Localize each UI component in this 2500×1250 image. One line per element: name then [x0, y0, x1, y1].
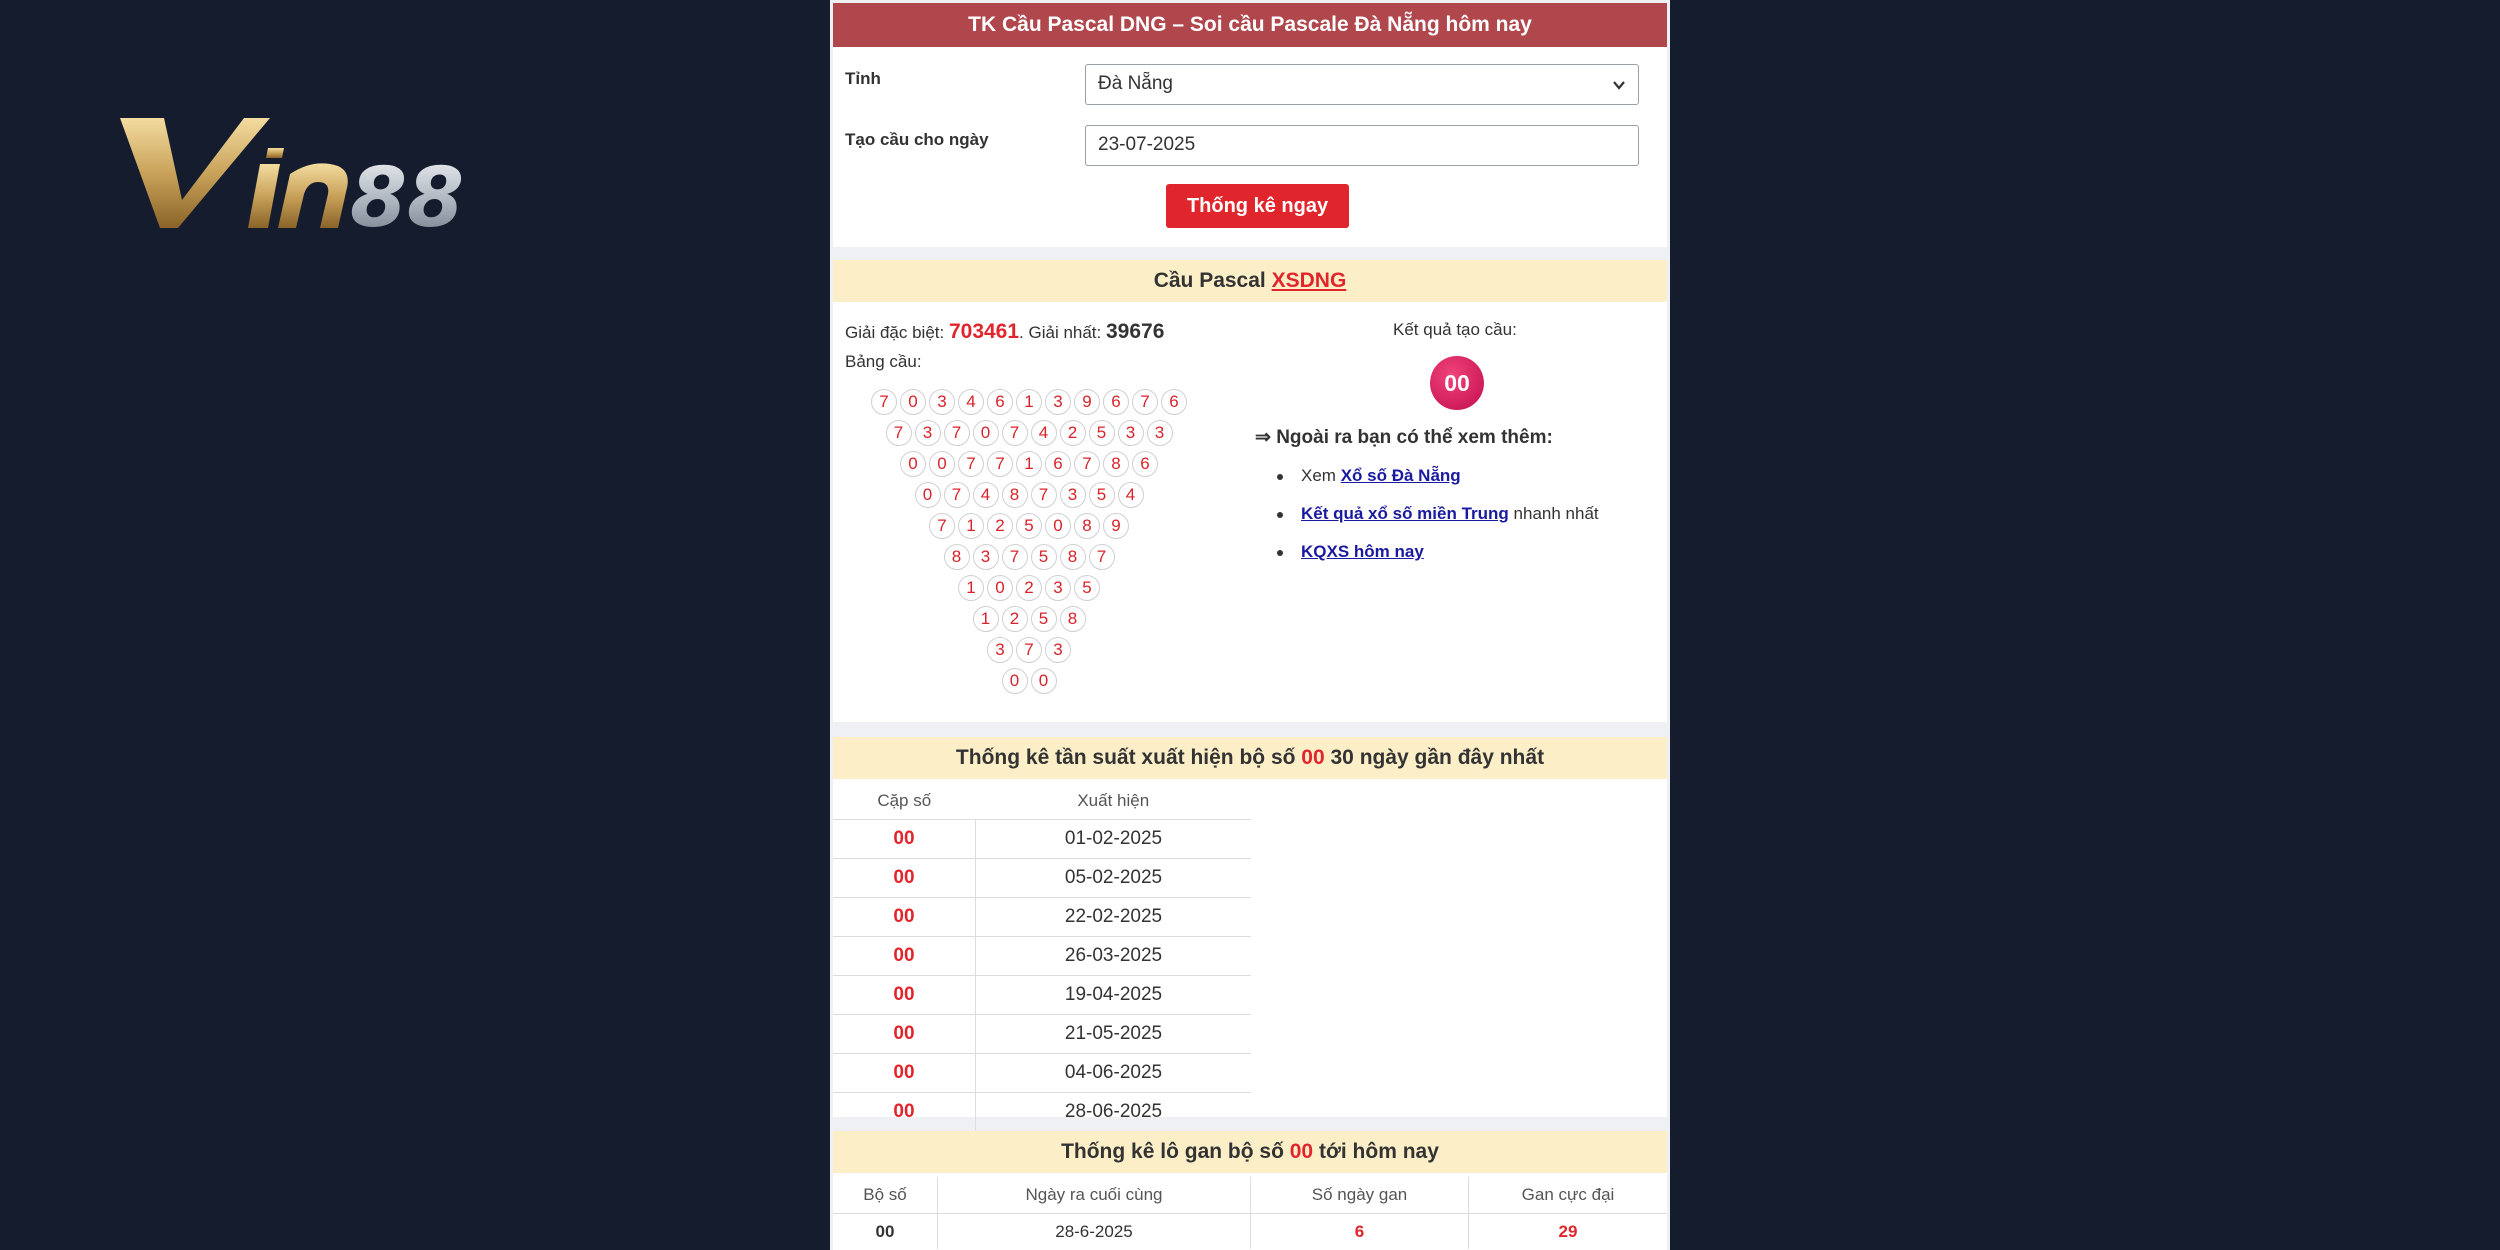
- pascal-digit: 0: [1031, 668, 1057, 694]
- pascal-digit: 7: [944, 420, 970, 446]
- frequency-section: [833, 737, 1667, 1122]
- date-cell: 01-02-2025: [976, 820, 1252, 859]
- gan-days-cell: 6: [1251, 1214, 1469, 1250]
- date-cell: 05-02-2025: [976, 859, 1252, 898]
- special-prize-value: 703461: [948, 320, 1020, 343]
- date-row: [845, 125, 1639, 166]
- frequency-table: [833, 783, 1251, 1131]
- pair-cell: 00: [833, 976, 976, 1015]
- pascal-digit: 0: [915, 482, 941, 508]
- pascal-digit: 4: [1118, 482, 1144, 508]
- col-pair-header: Cặp số: [877, 791, 932, 810]
- pascal-digit: 2: [1002, 606, 1028, 632]
- province-value: Đà Nẵng: [1098, 73, 1173, 94]
- pascal-digit: 3: [973, 544, 999, 570]
- pascal-digit: 8: [1074, 513, 1100, 539]
- vin88-logo: [118, 112, 488, 237]
- pascal-heading-text: Cầu Pascal: [1153, 269, 1266, 292]
- frequency-title-suffix: 30 ngày gần đây nhất: [1330, 746, 1545, 769]
- pascal-digit: 7: [886, 420, 912, 446]
- frequency-title-prefix: Thống kê tần suất xuất hiện bộ số: [955, 746, 1296, 769]
- frequency-title-number: 00: [1301, 746, 1325, 769]
- pair-cell: 00: [833, 1093, 976, 1132]
- col-days-header: Số ngày gan: [1251, 1177, 1469, 1214]
- pascal-digit: 4: [958, 389, 984, 415]
- table-row: [833, 859, 1251, 898]
- gan-section: [833, 1131, 1667, 1250]
- frequency-heading: [833, 737, 1667, 779]
- province-select[interactable]: [1085, 64, 1639, 105]
- pascal-digit: 0: [900, 389, 926, 415]
- more-item: [1273, 504, 1599, 542]
- pascal-digit: 7: [1002, 544, 1028, 570]
- gan-table: [833, 1177, 1667, 1249]
- province-row: [845, 64, 1639, 105]
- table-header-row: [833, 783, 1251, 820]
- pascal-digit: 3: [915, 420, 941, 446]
- pascal-digit: 5: [1016, 513, 1042, 539]
- pascal-digit: 7: [1089, 544, 1115, 570]
- pascal-digit: 0: [1002, 668, 1028, 694]
- result-ball: 00: [1430, 356, 1484, 410]
- date-value: 23-07-2025: [1098, 134, 1196, 155]
- pascal-digit: 1: [958, 575, 984, 601]
- pascal-digit: 6: [987, 389, 1013, 415]
- gan-title-prefix: Thống kê lô gan bộ số: [1061, 1140, 1284, 1163]
- last-date-cell: 28-6-2025: [938, 1214, 1251, 1250]
- xsdng-link[interactable]: XSDNG: [1271, 269, 1347, 292]
- board-label: Bảng cầu:: [845, 352, 922, 371]
- pascal-digit: 7: [929, 513, 955, 539]
- pascal-digit: 0: [900, 451, 926, 477]
- pascal-heading: [833, 260, 1667, 302]
- pascal-digit: 1: [1016, 451, 1042, 477]
- pascal-digit: 2: [1060, 420, 1086, 446]
- pascal-digit: 3: [987, 637, 1013, 663]
- table-row: [833, 976, 1251, 1015]
- form-title: TK Cầu Pascal DNG – Soi cầu Pascale Đà Nẵng hôm nay: [833, 3, 1667, 47]
- table-row: [833, 1214, 1667, 1250]
- pascal-digit: 3: [929, 389, 955, 415]
- col-set-header: Bộ số: [833, 1177, 938, 1214]
- special-prize-label: Giải đặc biệt:: [845, 323, 945, 342]
- pascal-digit: 1: [958, 513, 984, 539]
- pascal-digit: 1: [973, 606, 999, 632]
- pascal-digit: 2: [987, 513, 1013, 539]
- col-appear-header: Xuất hiện: [1077, 791, 1150, 810]
- table-row: [833, 1093, 1251, 1132]
- pascal-digit: 3: [1118, 420, 1144, 446]
- date-cell: 04-06-2025: [976, 1054, 1252, 1093]
- date-cell: 26-03-2025: [976, 937, 1252, 976]
- province-label: Tỉnh: [845, 69, 881, 88]
- pair-cell: 00: [833, 1054, 976, 1093]
- first-prize-value: 39676: [1106, 320, 1165, 343]
- pascal-digit: 9: [1103, 513, 1129, 539]
- main-column: [830, 0, 1670, 1250]
- set-cell: 00: [833, 1214, 938, 1250]
- pair-cell: 00: [833, 898, 976, 937]
- pascal-digit: 8: [1002, 482, 1028, 508]
- more-item: [1273, 466, 1599, 504]
- pascal-digit: 3: [1045, 637, 1071, 663]
- svg-text:88: 88: [350, 151, 465, 237]
- pascal-digit: 4: [973, 482, 999, 508]
- date-cell: 22-02-2025: [976, 898, 1252, 937]
- kqxs-hom-nay-link[interactable]: KQXS hôm nay: [1301, 542, 1424, 561]
- submit-button[interactable]: Thống kê ngay: [1166, 184, 1349, 228]
- pascal-digit: 7: [944, 482, 970, 508]
- pascal-digit: 5: [1074, 575, 1100, 601]
- prize-info: [845, 320, 1164, 344]
- date-cell: 21-05-2025: [976, 1015, 1252, 1054]
- table-row: [833, 820, 1251, 859]
- pascal-digit: 8: [1060, 544, 1086, 570]
- first-prize-label: . Giải nhất:: [1019, 323, 1102, 342]
- pascal-digit: 5: [1031, 606, 1057, 632]
- filter-form: [833, 3, 1667, 247]
- pascal-digit: 2: [1016, 575, 1042, 601]
- table-row: [833, 1015, 1251, 1054]
- pascal-digit: 5: [1089, 420, 1115, 446]
- pascal-digit: 6: [1161, 389, 1187, 415]
- pascal-digit: 8: [1103, 451, 1129, 477]
- pascal-digit: 4: [1031, 420, 1057, 446]
- pascal-digit: 0: [987, 575, 1013, 601]
- pascal-digit: 9: [1074, 389, 1100, 415]
- col-last-header: Ngày ra cuối cùng: [938, 1177, 1251, 1214]
- xo-so-da-nang-link[interactable]: Xổ số Đà Nẵng: [1340, 466, 1461, 485]
- more-heading: ⇒ Ngoài ra bạn có thể xem thêm:: [1255, 427, 1553, 448]
- pascal-digit: 7: [958, 451, 984, 477]
- pascal-digit: 0: [1045, 513, 1071, 539]
- chevron-down-icon: [1612, 78, 1626, 92]
- pascal-digit: 7: [1132, 389, 1158, 415]
- date-cell: 19-04-2025: [976, 976, 1252, 1015]
- pascal-digit: 1: [1016, 389, 1042, 415]
- more-item: [1273, 542, 1599, 580]
- pascal-digit: 0: [973, 420, 999, 446]
- pascal-digit: 3: [1060, 482, 1086, 508]
- pascal-digit: 7: [1016, 637, 1042, 663]
- pascal-digit: 5: [1089, 482, 1115, 508]
- pascal-digit: 3: [1045, 389, 1071, 415]
- table-header-row: [833, 1177, 1667, 1214]
- table-row: [833, 937, 1251, 976]
- pascal-digit: 6: [1045, 451, 1071, 477]
- pascal-digit: 7: [871, 389, 897, 415]
- pascal-digit: 0: [929, 451, 955, 477]
- result-label: Kết quả tạo cầu:: [1393, 320, 1517, 339]
- pascal-digit: 7: [1074, 451, 1100, 477]
- pascal-digit: 7: [987, 451, 1013, 477]
- pascal-section: [833, 260, 1667, 722]
- table-row: [833, 1054, 1251, 1093]
- pascal-digit: 6: [1132, 451, 1158, 477]
- more-links: [1273, 466, 1599, 580]
- table-row: [833, 898, 1251, 937]
- gan-max-cell: 29: [1469, 1214, 1668, 1250]
- pascal-digit: 7: [1002, 420, 1028, 446]
- date-input[interactable]: [1085, 125, 1639, 166]
- pascal-digit: 3: [1045, 575, 1071, 601]
- pascal-digit: 8: [944, 544, 970, 570]
- pascal-digit: 7: [1031, 482, 1057, 508]
- pair-cell: 00: [833, 1015, 976, 1054]
- pascal-digit: 3: [1147, 420, 1173, 446]
- pascal-digit: 5: [1031, 544, 1057, 570]
- date-label: Tạo cầu cho ngày: [845, 130, 989, 149]
- pascal-digit: 8: [1060, 606, 1086, 632]
- col-max-header: Gan cực đại: [1521, 1185, 1615, 1204]
- date-cell: 28-06-2025: [976, 1093, 1252, 1132]
- pascal-digit: 6: [1103, 389, 1129, 415]
- pair-cell: 00: [833, 937, 976, 976]
- pair-cell: 00: [833, 859, 976, 898]
- gan-heading: [833, 1131, 1667, 1173]
- pair-cell: 00: [833, 820, 976, 859]
- gan-title-number: 00: [1289, 1140, 1314, 1163]
- kqxs-mien-trung-link[interactable]: Kết quả xổ số miền Trung: [1301, 504, 1509, 523]
- more-item-suffix: nhanh nhất: [1513, 504, 1599, 523]
- gan-title-suffix: tới hôm nay: [1318, 1140, 1439, 1163]
- more-item-prefix: Xem: [1301, 466, 1336, 485]
